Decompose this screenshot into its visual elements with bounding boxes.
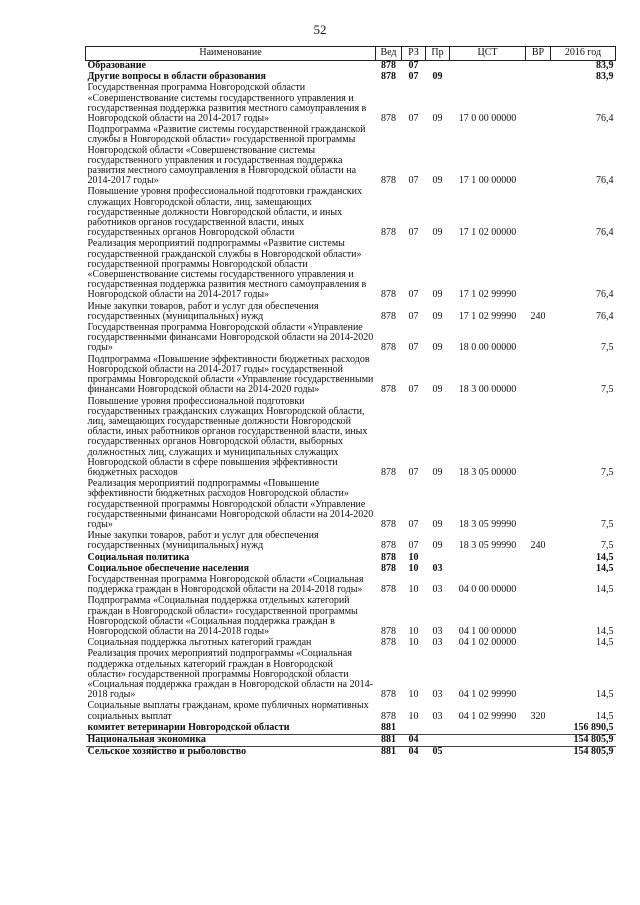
cell-vr bbox=[526, 187, 551, 239]
cell-cst: 04 0 00 00000 bbox=[458, 584, 517, 596]
header-pr: Пр bbox=[426, 47, 450, 61]
cell-cst: 17 1 02 99990 bbox=[458, 289, 517, 301]
cell-pr: 09 bbox=[432, 71, 443, 83]
cell-amount: 76,4 bbox=[596, 289, 614, 301]
cell-ved: 878 bbox=[381, 289, 396, 301]
table-row bbox=[86, 701, 616, 722]
cell-name: Национальная экономика bbox=[86, 735, 376, 747]
cell-name: Сельское хозяйство и рыболовство bbox=[87, 746, 247, 758]
table-row bbox=[86, 735, 616, 747]
cell-name: Социальные выплаты гражданам, кроме публичных нормативных социальных выплат bbox=[87, 700, 369, 722]
cell-amount: 154 805,9 bbox=[573, 746, 614, 758]
cell-cst bbox=[450, 72, 526, 83]
cell-cst: 04 1 02 99990 bbox=[458, 710, 517, 722]
table-row bbox=[86, 125, 616, 187]
cell-pr bbox=[426, 723, 450, 735]
table-row bbox=[86, 187, 616, 239]
cell-vr bbox=[526, 72, 551, 83]
cell-vr bbox=[526, 747, 551, 759]
cell-cst: 17 1 02 00000 bbox=[458, 227, 517, 239]
cell-pr: 09 bbox=[432, 540, 443, 552]
cell-rz: 07 bbox=[408, 289, 419, 301]
cell-amount: 14,5 bbox=[596, 625, 614, 637]
cell-rz: 04 bbox=[408, 746, 419, 758]
cell-ved: 878 bbox=[381, 625, 396, 637]
cell-name: Социальная поддержка льготных категорий граждан bbox=[87, 637, 312, 649]
cell-rz: 10 bbox=[408, 689, 419, 701]
cell-amount: 7,5 bbox=[601, 518, 614, 530]
cell-cst: 18 3 05 99990 bbox=[458, 518, 517, 530]
cell-rz: 07 bbox=[408, 227, 419, 239]
cell-rz: 07 bbox=[408, 175, 419, 187]
cell-cst bbox=[450, 564, 526, 575]
cell-name: Подпрограмма «Социальная поддержка отдельных категорий граждан в Новгородской области» государственной программы Новгородской области «Социальная поддержка граждан в Новгородской области на 2014-2018 годы» bbox=[87, 595, 358, 637]
page-number: 52 bbox=[313, 22, 327, 37]
cell-vr: 320 bbox=[530, 710, 546, 722]
cell-pr: 09 bbox=[432, 175, 443, 187]
cell-rz: 07 bbox=[408, 342, 419, 354]
cell-pr: 09 bbox=[432, 289, 443, 301]
cell-amount: 76,4 bbox=[596, 113, 614, 125]
table-row bbox=[86, 397, 616, 480]
cell-ved: 881 bbox=[376, 723, 402, 735]
cell-amount: 76,4 bbox=[596, 310, 614, 322]
cell-ved: 878 bbox=[381, 540, 396, 552]
cell-vr bbox=[526, 61, 551, 73]
table-row bbox=[86, 323, 616, 355]
cell-cst: 18 3 05 99990 bbox=[458, 540, 517, 552]
cell-rz bbox=[402, 723, 426, 735]
cell-cst: 17 0 00 00000 bbox=[458, 113, 517, 125]
cell-pr: 09 bbox=[432, 384, 443, 396]
cell-vr: 240 bbox=[530, 540, 546, 552]
cell-pr: 09 bbox=[432, 227, 443, 239]
cell-cst bbox=[450, 723, 526, 735]
table-row bbox=[86, 649, 616, 701]
cell-cst: 18 0 00 00000 bbox=[458, 342, 517, 354]
cell-cst bbox=[450, 553, 526, 564]
cell-pr: 09 bbox=[432, 466, 443, 478]
cell-ved: 878 bbox=[381, 175, 396, 187]
cell-name: Реализация мероприятий подпрограммы «Повышение эффективности бюджетных расходов Новгородской области» государственной программы Новгородской области «Управление государственными финансами Новгородской области на 2014-2020 годы» bbox=[87, 478, 374, 530]
cell-pr: 03 bbox=[432, 710, 443, 722]
cell-amount: 83,9 bbox=[596, 60, 614, 71]
cell-pr: 09 bbox=[432, 342, 443, 354]
table-row bbox=[86, 531, 616, 552]
cell-pr: 03 bbox=[432, 689, 443, 701]
cell-amount: 7,5 bbox=[601, 342, 614, 354]
cell-vr bbox=[526, 553, 551, 564]
cell-vr: 240 bbox=[530, 310, 546, 322]
cell-ved: 878 bbox=[381, 342, 396, 354]
cell-name: Повышение уровня профессиональной подготовки гражданских служащих Новгородской области, лиц, замещающих государственные должности Новгородской области, и иных работников органов государственной власти, иных государственных органов Новгородской области bbox=[87, 186, 363, 239]
cell-amount: 156 890,5 bbox=[551, 723, 616, 735]
cell-ved: 878 bbox=[381, 689, 396, 701]
cell-rz: 07 bbox=[408, 384, 419, 396]
cell-cst: 18 3 00 00000 bbox=[458, 384, 517, 396]
cell-pr: 09 bbox=[432, 310, 443, 322]
cell-name: Государственная программа Новгородской области «Социальная поддержка граждан в Новгородской области на 2014-2018 годы» bbox=[87, 573, 364, 596]
cell-ved: 878 bbox=[381, 562, 396, 574]
cell-vr bbox=[526, 125, 551, 187]
cell-rz: 07 bbox=[408, 518, 419, 530]
cell-ved: 878 bbox=[381, 466, 396, 478]
cell-amount: 14,5 bbox=[596, 710, 614, 722]
cell-rz: 07 bbox=[408, 60, 419, 71]
cell-pr: 05 bbox=[432, 746, 443, 758]
cell-cst: 04 1 02 00000 bbox=[458, 637, 517, 649]
table-row bbox=[86, 479, 616, 531]
cell-amount: 14,5 bbox=[596, 637, 614, 649]
cell-vr bbox=[526, 638, 551, 649]
cell-name: Иные закупки товаров, работ и услуг для обеспечения государственных (муниципальных) нужд bbox=[87, 300, 319, 322]
cell-cst bbox=[450, 61, 526, 73]
table-header-row bbox=[86, 47, 616, 61]
cell-vr bbox=[526, 355, 551, 397]
header-name: Наименование bbox=[86, 47, 376, 61]
cell-name: Подпрограмма «Развитие системы государственной гражданской службы в Новгородской области» государственной программы Новгородской области «Совершенствование системы государственного управления и государственная поддержка развития местного самоуправления в Новгородской области на 2014-2017 годы» bbox=[87, 124, 366, 187]
cell-rz: 07 bbox=[408, 466, 419, 478]
cell-amount: 76,4 bbox=[596, 175, 614, 187]
cell-amount: 14,5 bbox=[596, 562, 614, 574]
table-row bbox=[86, 355, 616, 397]
table-row bbox=[86, 239, 616, 301]
cell-pr: 03 bbox=[432, 562, 443, 574]
cell-name: Иные закупки товаров, работ и услуг для обеспечения государственных (муниципальных) нужд bbox=[87, 530, 319, 552]
cell-amount: 76,4 bbox=[596, 227, 614, 239]
cell-name: Другие вопросы в области образования bbox=[87, 71, 266, 83]
cell-name: Государственная программа Новгородской области «Совершенствование системы государственного управления и государственная поддержка развития местного самоуправления в Новгородской области на 2014-2017 годы» bbox=[87, 82, 367, 125]
cell-vr bbox=[526, 479, 551, 531]
cell-rz: 07 bbox=[408, 113, 419, 125]
cell-rz: 07 bbox=[408, 71, 419, 83]
cell-amount: 14,5 bbox=[596, 551, 614, 563]
cell-rz: 10 bbox=[408, 625, 419, 637]
cell-pr: 09 bbox=[432, 518, 443, 530]
cell-rz: 10 bbox=[408, 710, 419, 722]
cell-ved: 878 bbox=[381, 227, 396, 239]
header-year: 2016 год bbox=[551, 47, 616, 61]
table-body bbox=[86, 61, 616, 759]
cell-ved: 878 bbox=[381, 584, 396, 596]
cell-cst: 04 1 02 99990 bbox=[458, 689, 517, 701]
cell-rz: 04 bbox=[402, 735, 426, 747]
cell-rz: 10 bbox=[408, 562, 419, 574]
header-ved: Вед bbox=[376, 47, 402, 61]
cell-vr bbox=[526, 735, 551, 747]
cell-ved: 878 bbox=[381, 518, 396, 530]
cell-ved: 878 bbox=[381, 637, 396, 649]
cell-amount: 83,9 bbox=[596, 71, 614, 83]
cell-amount: 7,5 bbox=[601, 466, 614, 478]
cell-amount: 14,5 bbox=[596, 584, 614, 596]
cell-amount: 14,5 bbox=[596, 689, 614, 701]
table-row bbox=[86, 747, 616, 759]
cell-ved: 878 bbox=[381, 551, 396, 563]
cell-cst: 17 1 00 00000 bbox=[458, 175, 517, 187]
cell-vr bbox=[526, 575, 551, 596]
table-row bbox=[86, 302, 616, 323]
cell-pr: 03 bbox=[432, 584, 443, 596]
header-cst: ЦСТ bbox=[450, 47, 526, 61]
cell-pr: 09 bbox=[432, 113, 443, 125]
cell-rz: 10 bbox=[408, 637, 419, 649]
cell-rz: 07 bbox=[408, 540, 419, 552]
cell-cst bbox=[450, 735, 526, 747]
cell-vr bbox=[526, 596, 551, 638]
cell-name: Реализация мероприятий подпрограммы «Развитие системы государственной гражданской службы в Новгородской области» государственной программы Новгородской области «Совершенствование системы государственного управления и государственная поддержка развития местного самоуправления в Новгородской области на 2014-2017 годы» bbox=[87, 238, 367, 301]
cell-cst: 17 1 02 99990 bbox=[458, 310, 517, 322]
header-rz: РЗ bbox=[402, 47, 426, 61]
table-row bbox=[86, 83, 616, 125]
cell-pr: 03 bbox=[432, 637, 443, 649]
cell-name: Реализация прочих мероприятий подпрограммы «Социальная поддержка отдельных категорий граждан в Новгородской области» государственной программы Новгородской области «Социальная поддержка граждан в Новгородской области на 2014-2018 годы» bbox=[87, 648, 373, 701]
budget-table bbox=[85, 46, 616, 758]
cell-cst: 18 3 05 00000 bbox=[458, 466, 517, 478]
header-vr: ВР bbox=[526, 47, 551, 61]
cell-ved: 878 bbox=[381, 71, 396, 83]
cell-rz: 10 bbox=[408, 551, 419, 563]
cell-amount: 154 805,9 bbox=[551, 735, 616, 747]
cell-vr bbox=[526, 323, 551, 355]
cell-pr: 03 bbox=[432, 625, 443, 637]
cell-ved: 878 bbox=[381, 310, 396, 322]
cell-amount: 7,5 bbox=[601, 384, 614, 396]
cell-cst: 04 1 00 00000 bbox=[458, 625, 517, 637]
cell-ved: 881 bbox=[381, 746, 396, 758]
table-row bbox=[86, 596, 616, 638]
cell-name: Повышение уровня профессиональной подготовки государственных гражданских служащих Новгородской области, лиц, замещающих государственные должности Новгородской области, иных работников органов государственной власти, иных государственных органов Новгородской области, выборных должностных лиц, служащих и муниципальных служащих Новгородской области в сфере повышения эффективности бюджетных расходов bbox=[87, 395, 368, 478]
cell-ved: 881 bbox=[376, 735, 402, 747]
cell-vr bbox=[526, 564, 551, 575]
cell-name: Образование bbox=[87, 60, 146, 71]
cell-ved: 878 bbox=[381, 384, 396, 396]
cell-vr bbox=[526, 649, 551, 701]
cell-rz: 10 bbox=[408, 584, 419, 596]
cell-vr bbox=[526, 83, 551, 125]
table-row bbox=[86, 723, 616, 735]
cell-vr bbox=[526, 397, 551, 480]
cell-name: Социальная политика bbox=[87, 551, 190, 563]
cell-vr bbox=[526, 239, 551, 301]
cell-name: Социальное обеспечение населения bbox=[87, 562, 250, 574]
cell-name: Государственная программа Новгородской области «Управление государственными финансами Новгородской области на 2014-2020 годы» bbox=[87, 322, 374, 354]
cell-name: Подпрограмма «Повышение эффективности бюджетных расходов Новгородской области на 2014-2017 годы» государственной программы Новгородской области «Управление государственными финансами Новгородской области на 2014-2020 годы» bbox=[87, 353, 374, 396]
cell-ved: 878 bbox=[381, 710, 396, 722]
cell-name: комитет ветеринарии Новгородской области bbox=[86, 723, 376, 735]
cell-ved: 878 bbox=[381, 113, 396, 125]
cell-rz: 07 bbox=[408, 310, 419, 322]
cell-vr bbox=[526, 723, 551, 735]
cell-ved: 878 bbox=[381, 60, 396, 71]
table-row bbox=[86, 575, 616, 596]
cell-cst bbox=[450, 747, 526, 759]
cell-amount: 7,5 bbox=[601, 540, 614, 552]
cell-pr bbox=[426, 735, 450, 747]
